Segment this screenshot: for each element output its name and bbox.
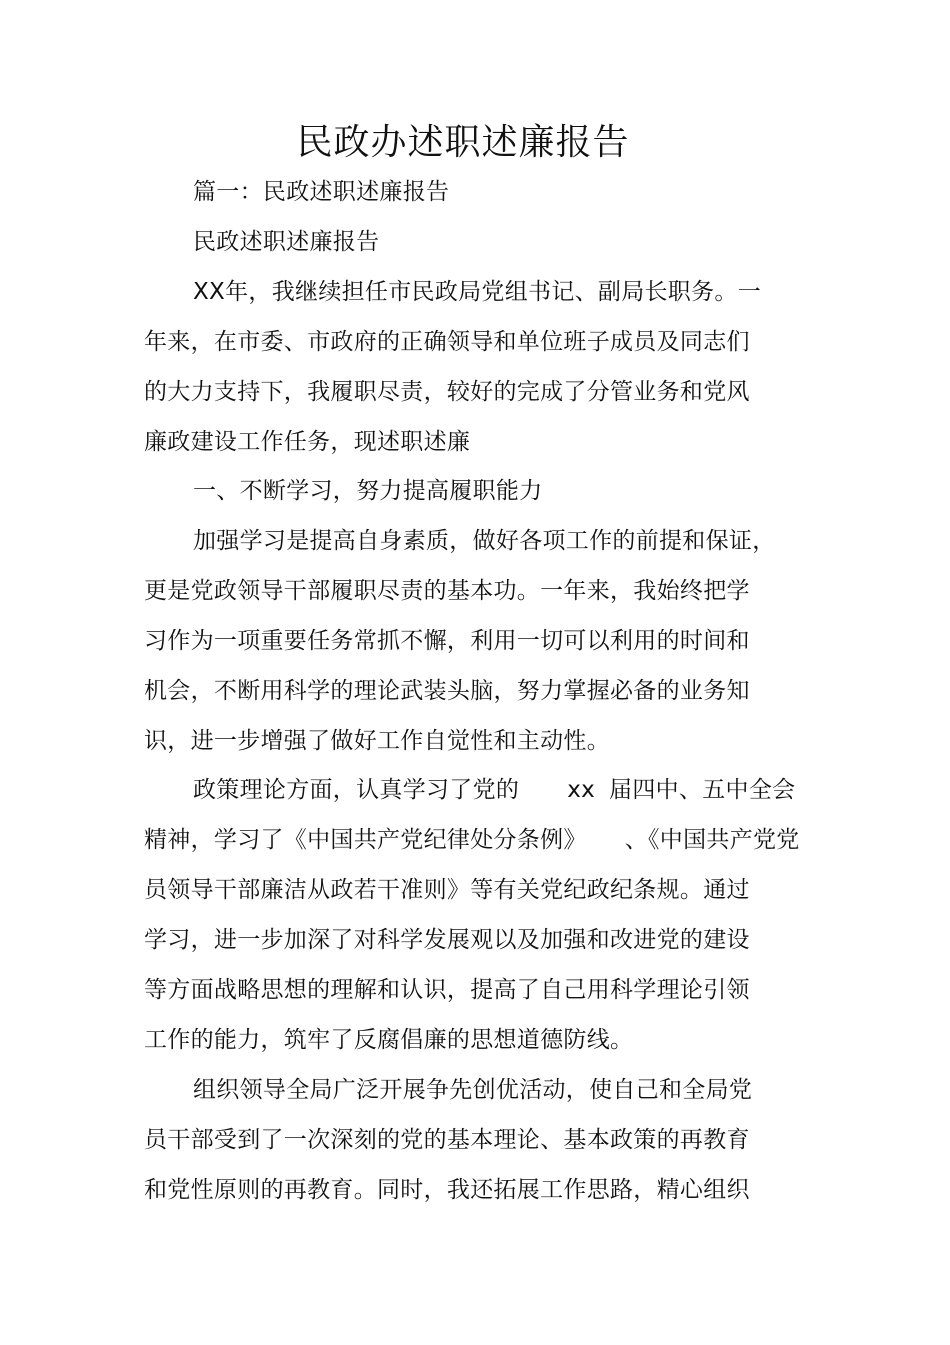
paragraph-line: 学习，进一步加深了对科学发展观以及加强和改进党的建设 xyxy=(144,927,750,953)
paragraph-line: 等方面战略思想的理解和认识，提高了自己用科学理论引领 xyxy=(144,977,750,1003)
paragraph-line: 组织领导全局广泛开展争先创优活动，使自己和全局党 xyxy=(193,1077,753,1103)
paragraph-line xyxy=(144,825,800,855)
paragraph-line: 和党性原则的再教育。同时，我还拓展工作思路，精心组织 xyxy=(144,1177,750,1203)
chapter-heading: 篇一：民政述职述廉报告 xyxy=(193,179,450,205)
paragraph-line xyxy=(193,775,795,805)
paragraph-line: 年来，在市委、市政府的正确领导和单位班子成员及同志们 xyxy=(144,329,750,355)
line-segment: xx xyxy=(567,777,596,803)
section-heading: 一、不断学习，努力提高履职能力 xyxy=(193,478,543,504)
line-segment: 精神，学习了《中国共产党纪律处分条例》 xyxy=(144,827,587,853)
paragraph-line: XX年，我继续担任市民政局党组书记、副局长职务。一 xyxy=(193,279,762,305)
paragraph-line: 习作为一项重要任务常抓不懈，利用一切可以利用的时间和 xyxy=(144,628,750,654)
paragraph-line: 员干部受到了一次深刻的党的基本理论、基本政策的再教育 xyxy=(144,1127,750,1153)
paragraph-line: 识，进一步增强了做好工作自觉性和主动性。 xyxy=(144,728,610,754)
paragraph-line: 员领导干部廉洁从政若干准则》等有关党纪政纪条规。通过 xyxy=(144,877,750,903)
line-segment: 政策理论方面，认真学习了党的 xyxy=(193,777,520,803)
document-title: 民政办述职述廉报告 xyxy=(296,122,630,163)
paragraph-line: 更是党政领导干部履职尽责的基本功。一年来，我始终把学 xyxy=(144,578,750,604)
paragraph-line: 工作的能力，筑牢了反腐倡廉的思想道德防线。 xyxy=(144,1027,634,1053)
paragraph-line: 加强学习是提高自身素质，做好各项工作的前提和保证， xyxy=(193,528,776,554)
paragraph-line: 的大力支持下，我履职尽责，较好的完成了分管业务和党风 xyxy=(144,379,750,405)
paragraph-line: 廉政建设工作任务，现述职述廉 xyxy=(144,429,471,455)
line-segment: 届四中、五中全会 xyxy=(609,777,796,803)
paragraph-line: 机会，不断用科学的理论武装头脑，努力掌握必备的业务知 xyxy=(144,678,750,704)
line-segment: 、《中国共产党党 xyxy=(624,827,800,853)
report-subtitle: 民政述职述廉报告 xyxy=(193,229,380,255)
